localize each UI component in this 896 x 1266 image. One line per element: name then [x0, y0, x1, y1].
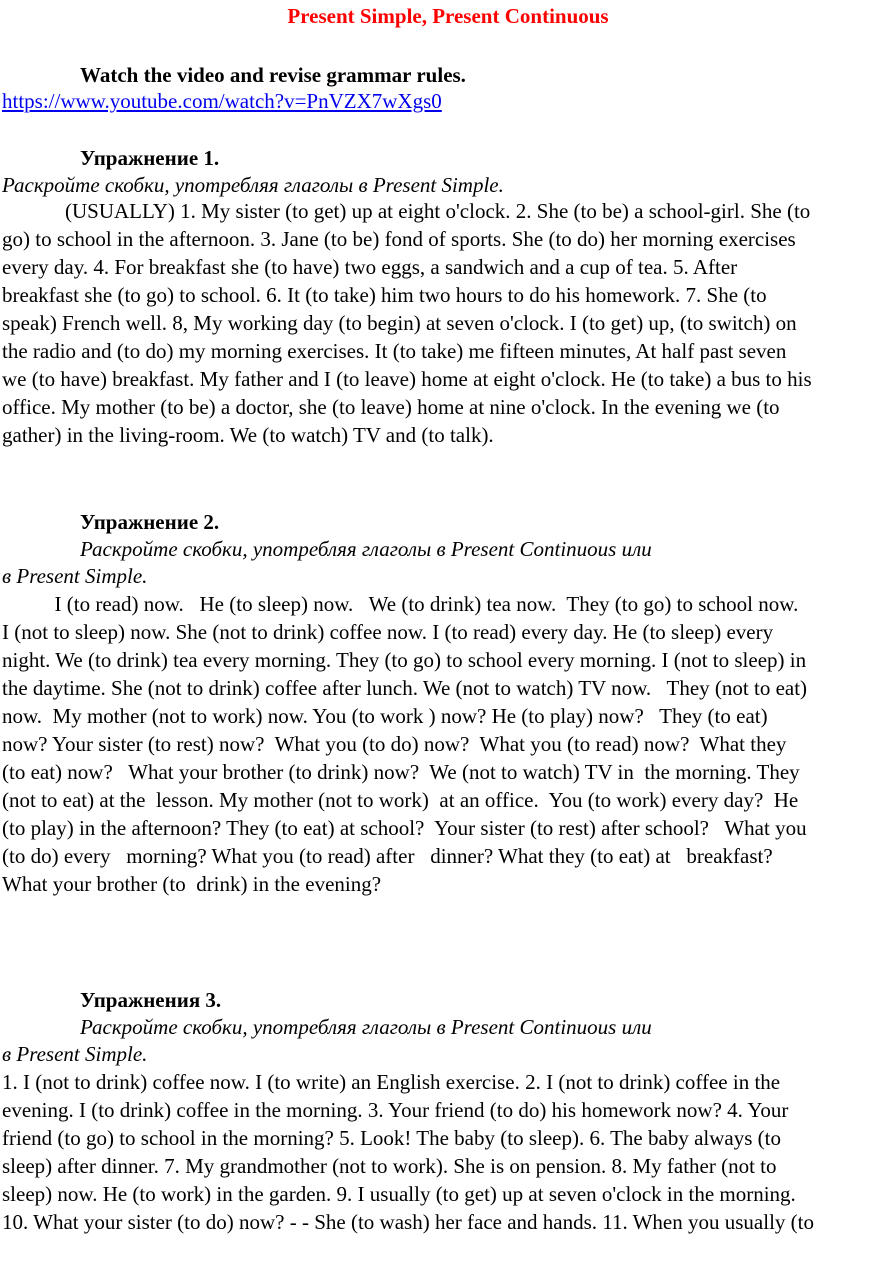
exercise3-task-line1: Раскройте скобки, употребляя глаголы в Present Continuous или	[80, 1015, 652, 1039]
exercise1-text: (USUALLY) 1. My sister (to get) up at eight o'clock. 2. She (to be) a school-girl. She (to go) to school in the afternoon. 3. Jane (to be) fond of sports. She (to do) her morning exercises every day. 4. For breakfast she (to have) two eggs, a sandwich and a cup of tea. 5. After breakfast she (to go) to school. 6. It (to take) him two hours to do his homework. 7. She (to speak) French well. 8, My working day (to begin) at seven o'clock. I (to get) up, (to switch) on the radio and (to do) my morning exercises. It (to take) me fifteen minutes, At half past seven we (to have) breakfast. My father and I (to leave) home at eight o'clock. He (to take) a bus to his office. My mother (to be) a doctor, she (to leave) home at nine o'clock. In the evening we (to gather) in the living-room. We (to watch) TV and (to talk).	[2, 199, 817, 447]
exercise3-heading: Упражнения 3.	[80, 988, 222, 1012]
video-link[interactable]: https://www.youtube.com/watch?v=PnVZX7wXgs0	[2, 89, 442, 113]
exercise1-task: Раскройте скобки, употребляя глаголы в Present Simple.	[2, 173, 504, 197]
exercise1-heading: Упражнение 1.	[80, 146, 220, 170]
intro-instruction: Watch the video and revise grammar rules.	[80, 63, 466, 87]
exercise2-heading: Упражнение 2.	[80, 510, 220, 534]
exercise2-task-line1: Раскройте скобки, употребляя глаголы в Present Continuous или	[80, 537, 652, 561]
exercise2-text: I (to read) now. He (to sleep) now. We (to drink) tea now. They (to go) to school now. I (not to sleep) now. She (not to drink) coffee now. I (to read) every day. He (to sleep) every night. We (to drink) tea every morning. They (to go) to school every morning. I (not to sleep) in the daytime. She (not to drink) coffee after lunch. We (not to watch) TV now. They (not to eat) now. My mother (not to work) now. You (to work ) now? He (to play) now? They (to eat) now? Your sister (to rest) now? What you (to do) now? What you (to read) now? What they (to eat) now? What your brother (to drink) now? We (not to watch) TV in the morning. They (not to eat) at the lesson. My mother (not to work) at an office. You (to work) every day? He (to play) in the afternoon? They (to eat) at school? Your sister (to rest) after school? What you (to do) every morning? What you (to read) after dinner? What they (to eat) at breakfast? What your brother (to drink) in the evening?	[2, 592, 813, 896]
exercise3-task-line2: в Present Simple.	[2, 1042, 148, 1066]
exercise2-task-line2: в Present Simple.	[2, 564, 148, 588]
page-title: Present Simple, Present Continuous	[287, 4, 609, 28]
exercise3-text: 1. I (not to drink) coffee now. I (to write) an English exercise. 2. I (not to drink) coffee in the evening. I (to drink) coffee in the morning. 3. Your friend (to do) his homework now? 4. Your friend (to go) to school in the morning? 5. Look! The baby (to sleep). 6. The baby always (to sleep) after dinner. 7. My grandmother (not to work). She is on pension. 8. My father (not to sleep) now. He (to work) in the garden. 9. I usually (to get) up at seven o'clock in the morning. 10. What your sister (to do) now? - - She (to wash) her face and hands. 11. When you usually (to	[2, 1070, 814, 1234]
